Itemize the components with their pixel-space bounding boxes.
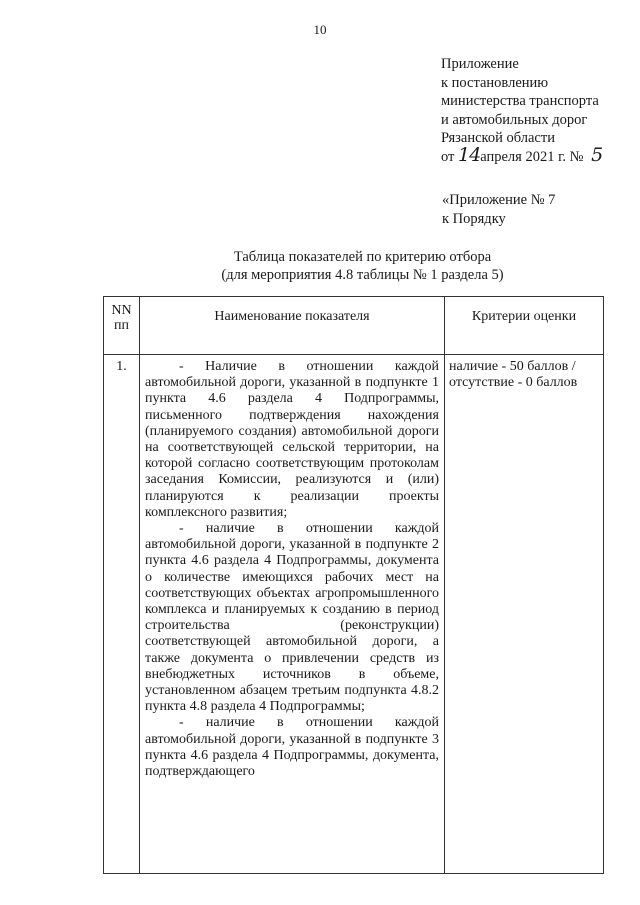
header-indicator-name: Наименование показателя	[140, 297, 445, 355]
handwritten-doc-number: 5	[591, 143, 603, 166]
appendix-line: и автомобильных дорог	[441, 111, 588, 128]
appendix-line: Приложение	[441, 56, 519, 72]
criteria-line: наличие - 50 баллов /	[449, 359, 576, 374]
reference-line: к Порядку	[442, 211, 506, 227]
header-criteria: Критерии оценки	[445, 297, 604, 355]
criteria-cell	[445, 355, 604, 874]
appendix-line: к постановлению	[441, 74, 549, 91]
criteria-table	[103, 296, 604, 874]
appendix-line: Рязанской области	[441, 130, 555, 146]
reference-line: «Приложение № 7	[442, 192, 556, 208]
table-title-line: Таблица показателей по критерию отбора	[233, 249, 492, 265]
indicator-paragraph: - Наличие в отношении каждой автомобильной дороги, указанной в подпункте 1 пункта 4.6 раздела 4 Подпрограммы, письменного подтверждения нахождения (планируемого создания) автомобильной дороги на соответствующей сельской территории, на которой согласно соответствующим протоколам заседания Комиссии, реализуются и (или) планируются к реализации проекты комплексного развития;	[145, 359, 439, 520]
page-number: 10	[313, 22, 327, 37]
date-prefix: от	[441, 148, 455, 165]
appendix-block	[441, 55, 602, 166]
date-rest: апреля 2021 г. №	[480, 148, 584, 165]
table-header-row	[104, 297, 604, 355]
table-title	[120, 248, 605, 284]
table-row	[104, 355, 604, 874]
handwritten-day: 14	[458, 143, 481, 166]
table-title-line: (для мероприятия 4.8 таблицы № 1 раздела 5)	[221, 267, 504, 283]
indicator-paragraph: - наличие в отношении каждой автомобильной дороги, указанной в подпункте 3 пункта 4.6 раздела 4 Подпрограммы, документа, подтверждающего	[145, 715, 439, 780]
indicator-paragraph: - наличие в отношении каждой автомобильной дороги, указанной в подпункте 2 пункта 4.6 раздела 4 Подпрограммы, документа о количестве имеющихся рабочих мест на соответствующих объектах агропромышленного комплекса и планируемых к созданию в период строительства (реконструкции) соответствующей автомобильной дороги, а также документа о привлечении средств из внебюджетных источников в объеме, установленном абзацем третьим подпункта 4.8.2 пункта 4.8 раздела 4 Подпрограммы;	[145, 521, 439, 715]
row-number: 1.	[104, 355, 140, 874]
appendix-date-line	[441, 143, 603, 167]
reference-block	[442, 191, 555, 229]
header-nn: NN пп	[104, 297, 140, 355]
appendix-line: министерства транспорта	[441, 93, 599, 109]
indicator-text	[140, 355, 445, 874]
criteria-line: отсутствие - 0 баллов	[449, 375, 578, 391]
